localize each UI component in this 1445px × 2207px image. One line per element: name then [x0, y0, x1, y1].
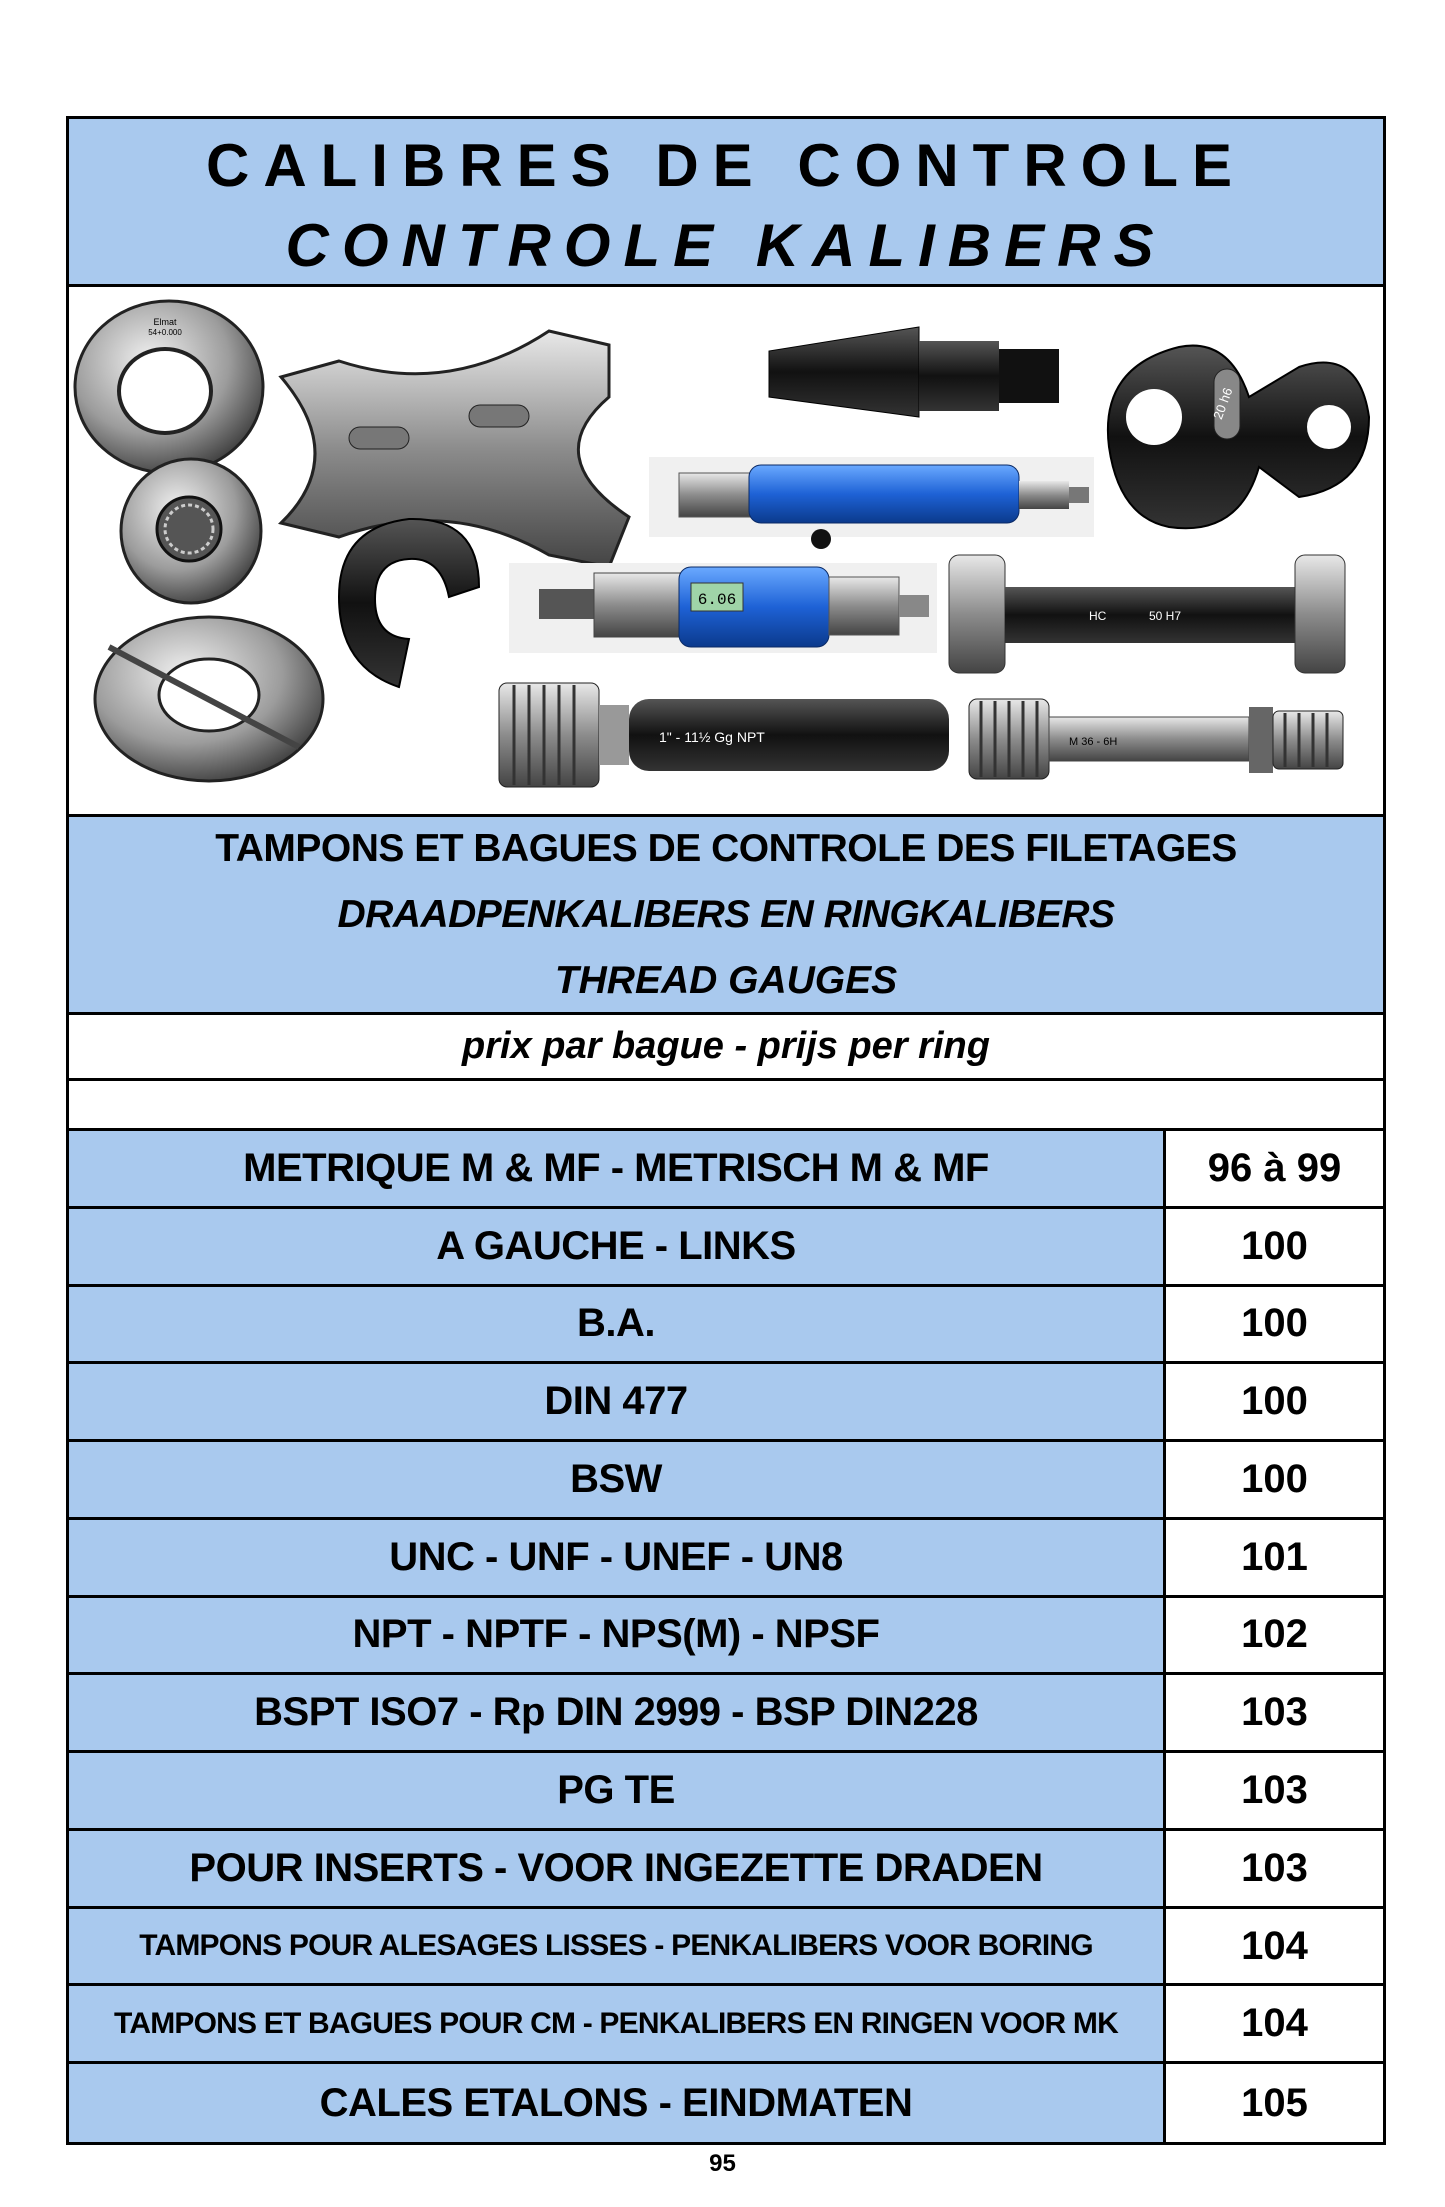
product-photo-collage	[69, 287, 1383, 814]
row-page: 96 à 99	[1166, 1131, 1383, 1206]
row-page: 100	[1166, 1442, 1383, 1517]
row-label: A GAUCHE - LINKS	[69, 1209, 1166, 1284]
metric-thread-plug-gauge-icon	[969, 699, 1343, 779]
ring-gauge-size: 54+0.000	[148, 328, 182, 337]
plain-plug-gauge-icon	[949, 555, 1345, 673]
row-label: UNC - UNF - UNEF - UN8	[69, 1520, 1166, 1595]
title-block	[69, 119, 1383, 287]
heading-dutch: DRAADPENKALIBERS EN RINGKALIBERS	[337, 893, 1115, 936]
ring-gauge-label: Elmat	[153, 317, 177, 327]
row-label: CALES ETALONS - EINDMATEN	[69, 2064, 1166, 2142]
index-table	[69, 1131, 1383, 2142]
table-row	[69, 1675, 1383, 1753]
table-row	[69, 1287, 1383, 1365]
title-dutch: CONTROLE KALIBERS	[285, 212, 1167, 279]
row-page: 103	[1166, 1675, 1383, 1750]
table-row	[69, 1442, 1383, 1520]
thread-gauges-heading	[69, 817, 1383, 1015]
snap-gauge-label: 20 h6	[1210, 385, 1236, 422]
table-row	[69, 1909, 1383, 1987]
heading-french: TAMPONS ET BAGUES DE CONTROLE DES FILETAGES	[215, 827, 1237, 870]
row-label: BSW	[69, 1442, 1166, 1517]
row-page: 104	[1166, 1909, 1383, 1984]
digital-gauge-icon	[509, 563, 937, 653]
row-page: 100	[1166, 1364, 1383, 1439]
page-number: 95	[709, 2150, 736, 2177]
npt-label: 1" - 11½ Gg NPT	[659, 729, 765, 745]
row-label: TAMPONS POUR ALESAGES LISSES - PENKALIBERS VOOR BORING	[69, 1909, 1166, 1984]
threaded-ring-icon	[121, 459, 261, 603]
row-page: 101	[1166, 1520, 1383, 1595]
row-label: TAMPONS ET BAGUES POUR CM - PENKALIBERS EN RINGEN VOOR MK	[69, 1986, 1166, 2061]
row-page: 104	[1166, 1986, 1383, 2061]
table-row	[69, 1209, 1383, 1287]
heading-english: THREAD GAUGES	[554, 959, 898, 1002]
table-row	[69, 1598, 1383, 1676]
row-page: 105	[1166, 2064, 1383, 2142]
row-label: BSPT ISO7 - Rp DIN 2999 - BSP DIN228	[69, 1675, 1166, 1750]
plug-label-hc: HC	[1089, 609, 1107, 623]
row-label: DIN 477	[69, 1364, 1166, 1439]
price-note: prix par bague - prijs per ring	[69, 1015, 1383, 1081]
row-page: 100	[1166, 1287, 1383, 1362]
c-snap-icon	[339, 519, 479, 687]
table-row	[69, 1131, 1383, 1209]
table-row	[69, 1520, 1383, 1598]
catalog-frame	[66, 116, 1386, 2145]
table-row	[69, 1831, 1383, 1909]
spacer-row	[69, 1081, 1383, 1131]
table-row	[69, 1364, 1383, 1442]
row-page: 100	[1166, 1209, 1383, 1284]
snap-gauge-icon	[1108, 346, 1369, 529]
plug-label-size: 50 H7	[1149, 609, 1182, 623]
table-row	[69, 2064, 1383, 2142]
row-page: 103	[1166, 1831, 1383, 1906]
row-page: 102	[1166, 1598, 1383, 1673]
digital-readout: 6.06	[697, 591, 737, 609]
row-page: 103	[1166, 1753, 1383, 1828]
slotted-ring-icon	[95, 617, 323, 781]
blue-plug-gauge-icon	[649, 457, 1094, 549]
title-french: CALIBRES DE CONTROLE	[205, 132, 1247, 199]
taper-plug-gauge-icon	[769, 327, 1059, 417]
metric-label: M 36 - 6H	[1069, 736, 1118, 748]
ring-gauge-icon	[75, 301, 263, 473]
row-label: POUR INSERTS - VOOR INGEZETTE DRADEN	[69, 1831, 1166, 1906]
table-row	[69, 1753, 1383, 1831]
npt-plug-gauge-icon	[499, 683, 949, 787]
row-label: PG TE	[69, 1753, 1166, 1828]
table-row	[69, 1986, 1383, 2064]
row-label: NPT - NPTF - NPS(M) - NPSF	[69, 1598, 1166, 1673]
row-label: B.A.	[69, 1287, 1166, 1362]
row-label: METRIQUE M & MF - METRISCH M & MF	[69, 1131, 1166, 1206]
product-images	[69, 287, 1383, 817]
